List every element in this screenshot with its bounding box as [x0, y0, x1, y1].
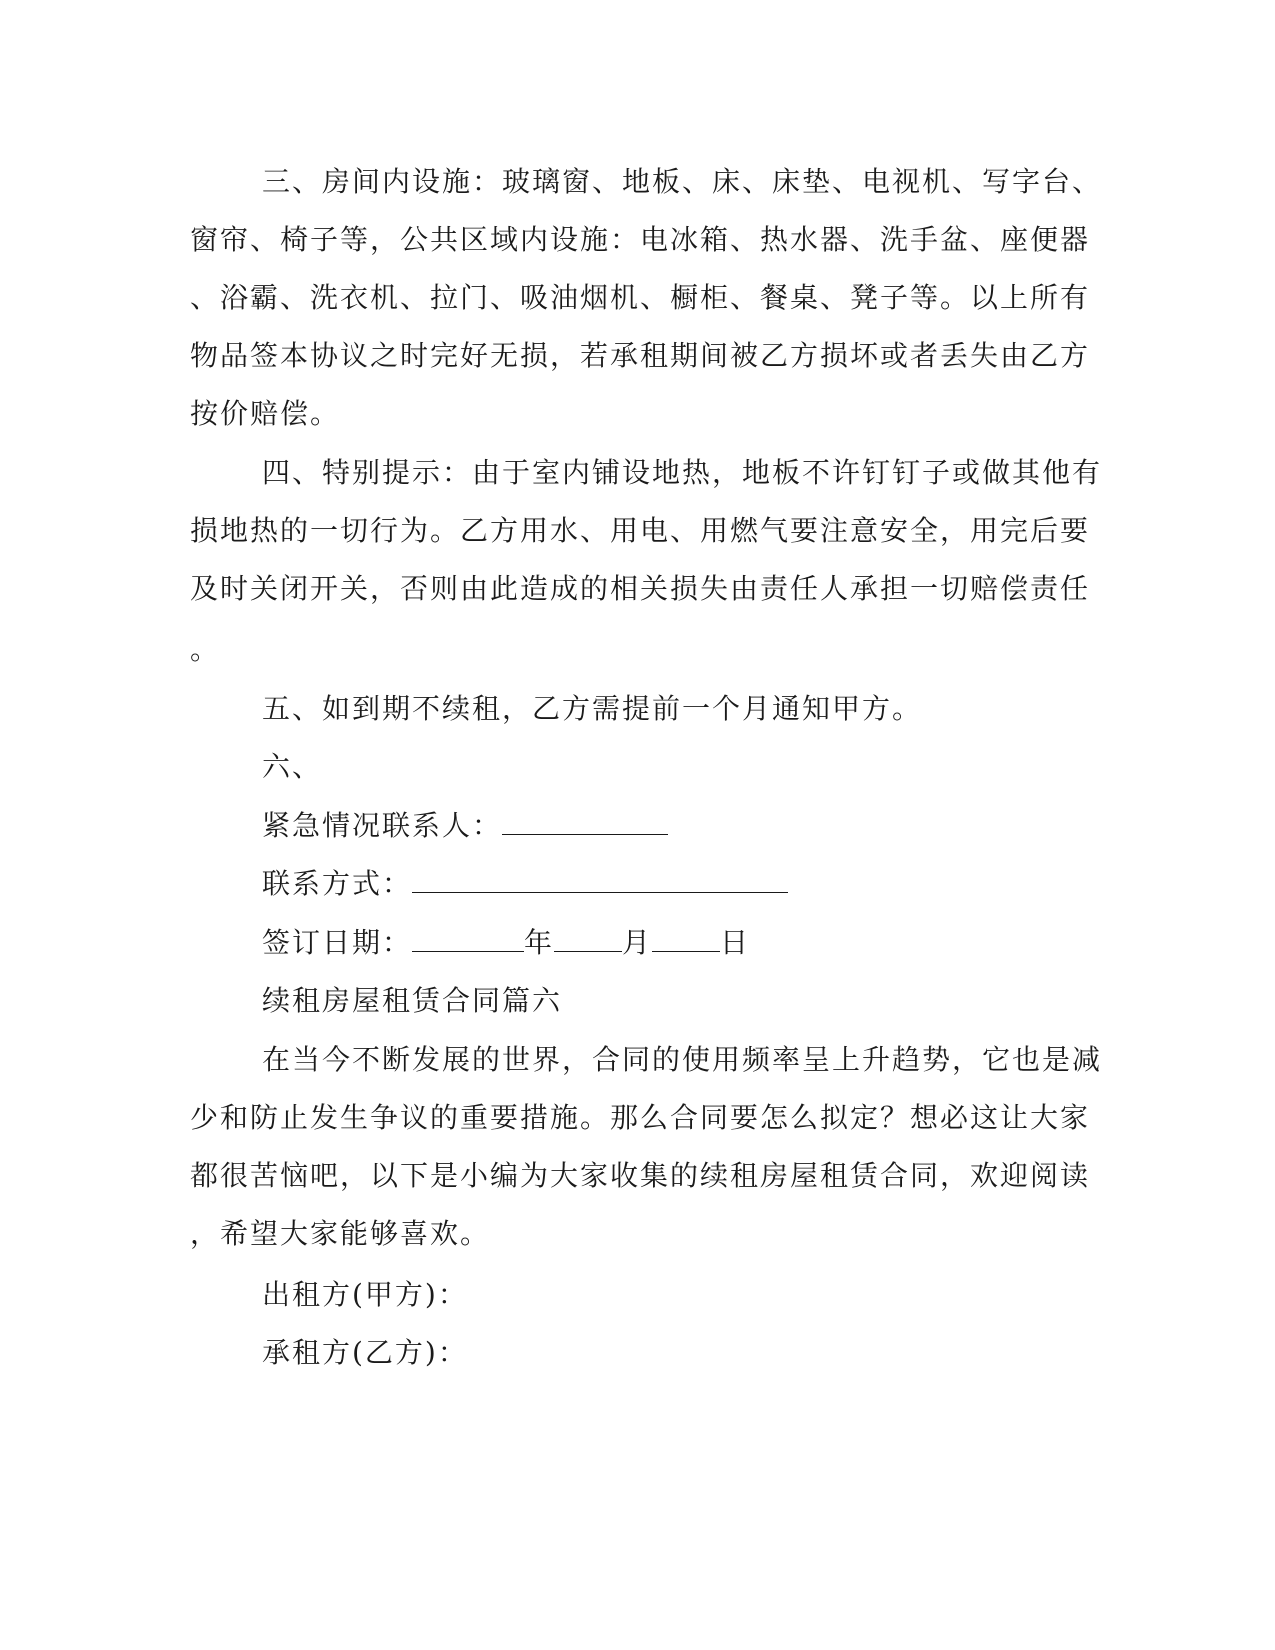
clause-4-line-2: 损地热的一切行为。乙方用水、用电、用燃气要注意安全，用完后要 — [190, 514, 1091, 547]
clause-3-line-4: 物品签本协议之时完好无损，若承租期间被乙方损坏或者丢失由乙方 — [190, 339, 1091, 372]
year-blank — [412, 923, 524, 952]
lessor-label: 出租方(甲方)： — [262, 1278, 468, 1311]
day-blank — [652, 923, 720, 952]
clause-3-line-5: 按价赔偿。 — [190, 397, 341, 430]
emergency-contact-blank — [502, 806, 668, 835]
intro-line-4: ，希望大家能够喜欢。 — [190, 1217, 491, 1250]
year-label: 年 — [524, 926, 555, 959]
clause-4-line-4: 。 — [190, 633, 221, 666]
emergency-contact-row — [262, 806, 668, 846]
contact-method-row — [262, 864, 788, 904]
section-title: 续租房屋租赁合同篇六 — [262, 984, 563, 1017]
clause-3-line-2: 窗帘、椅子等，公共区域内设施：电冰箱、热水器、洗手盆、座便器 — [190, 223, 1091, 256]
month-label: 月 — [622, 926, 653, 959]
lessee-label: 承租方(乙方)： — [262, 1336, 468, 1369]
intro-line-1: 在当今不断发展的世界，合同的使用频率呈上升趋势，它也是减 — [262, 1043, 1103, 1076]
contact-method-blank — [412, 864, 788, 893]
sign-date-label: 签订日期： — [262, 926, 413, 959]
sign-date-row — [262, 923, 750, 963]
clause-4-line-1: 四、特别提示：由于室内铺设地热，地板不许钉钉子或做其他有 — [262, 456, 1103, 489]
month-blank — [554, 923, 622, 952]
clause-3-line-1: 三、房间内设施：玻璃窗、地板、床、床垫、电视机、写字台、 — [262, 165, 1103, 198]
clause-6: 六、 — [262, 750, 323, 783]
clause-3-line-3: 、浴霸、洗衣机、拉门、吸油烟机、橱柜、餐桌、凳子等。以上所有 — [190, 281, 1091, 314]
intro-line-3: 都很苦恼吧，以下是小编为大家收集的续租房屋租赁合同，欢迎阅读 — [190, 1159, 1091, 1192]
intro-line-2: 少和防止发生争议的重要措施。那么合同要怎么拟定？想必这让大家 — [190, 1101, 1091, 1134]
contact-method-label: 联系方式： — [262, 867, 413, 900]
clause-4-line-3: 及时关闭开关，否则由此造成的相关损失由责任人承担一切赔偿责任 — [190, 572, 1091, 605]
day-label: 日 — [720, 926, 751, 959]
clause-5: 五、如到期不续租，乙方需提前一个月通知甲方。 — [262, 692, 923, 725]
emergency-contact-label: 紧急情况联系人： — [262, 809, 503, 842]
